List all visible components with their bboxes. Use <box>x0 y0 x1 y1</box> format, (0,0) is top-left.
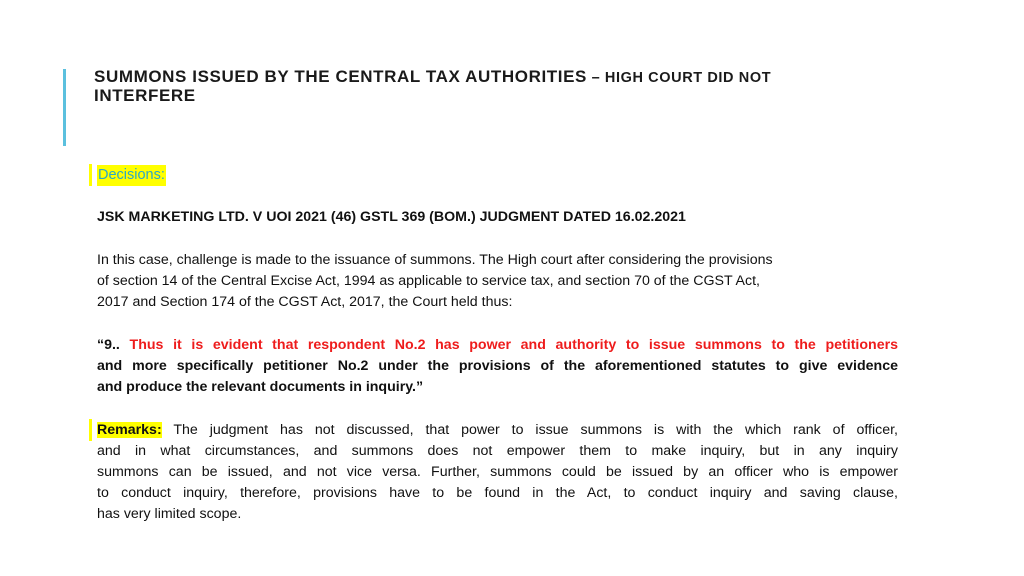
remarks-line <box>97 420 898 441</box>
highlight-marker <box>89 419 92 441</box>
intro-line: of section 14 of the Central Excise Act, 1994 as applicable to service tax, and section 70 of the CGST Act, <box>97 273 760 289</box>
title-line2: INTERFERE <box>94 86 196 105</box>
quote-line <box>97 335 898 356</box>
intro-line: 2017 and Section 174 of the CGST Act, 2017, the Court held thus: <box>97 294 513 310</box>
title-accent-bar <box>63 69 66 146</box>
remarks-text: The judgment has not discussed, that power to issue summons is with the which rank of officer, <box>161 422 898 438</box>
title-sub: – HIGH COURT DID NOT <box>586 70 772 86</box>
quote-red-text: Thus it is evident that respondent No.2 has power and authority to issue summons to the petitioners <box>129 337 898 353</box>
case-heading: JSK MARKETING LTD. V UOI 2021 (46) GSTL 369 (BOM.) JUDGMENT DATED 16.02.2021 <box>97 209 686 225</box>
remarks-line: summons can be issued, and not vice versa. Further, summons could be issued by an officer who is empower <box>97 464 898 480</box>
remarks-line: has very limited scope. <box>97 506 242 522</box>
slide-title <box>94 68 944 105</box>
quote-line: and more specifically petitioner No.2 under the provisions of the aforementioned statutes to give evidence <box>97 358 898 374</box>
intro-line: In this case, challenge is made to the issuance of summons. The High court after considering the provisions <box>97 252 773 268</box>
remarks-line: to conduct inquiry, therefore, provisions have to be found in the Act, to conduct inquiry and saving clause, <box>97 485 898 501</box>
remarks-label: Remarks: <box>97 422 162 438</box>
quote-line: and produce the relevant documents in inquiry.” <box>97 379 424 395</box>
highlight-marker <box>89 164 92 186</box>
remarks-line: and in what circumstances, and summons does not empower them to make inquiry, but in any inquiry <box>97 443 898 459</box>
title-main: SUMMONS ISSUED BY THE CENTRAL TAX AUTHORITIES <box>94 67 587 86</box>
quote-prefix: “9.. <box>97 337 130 353</box>
decisions-label: Decisions: <box>97 165 166 186</box>
